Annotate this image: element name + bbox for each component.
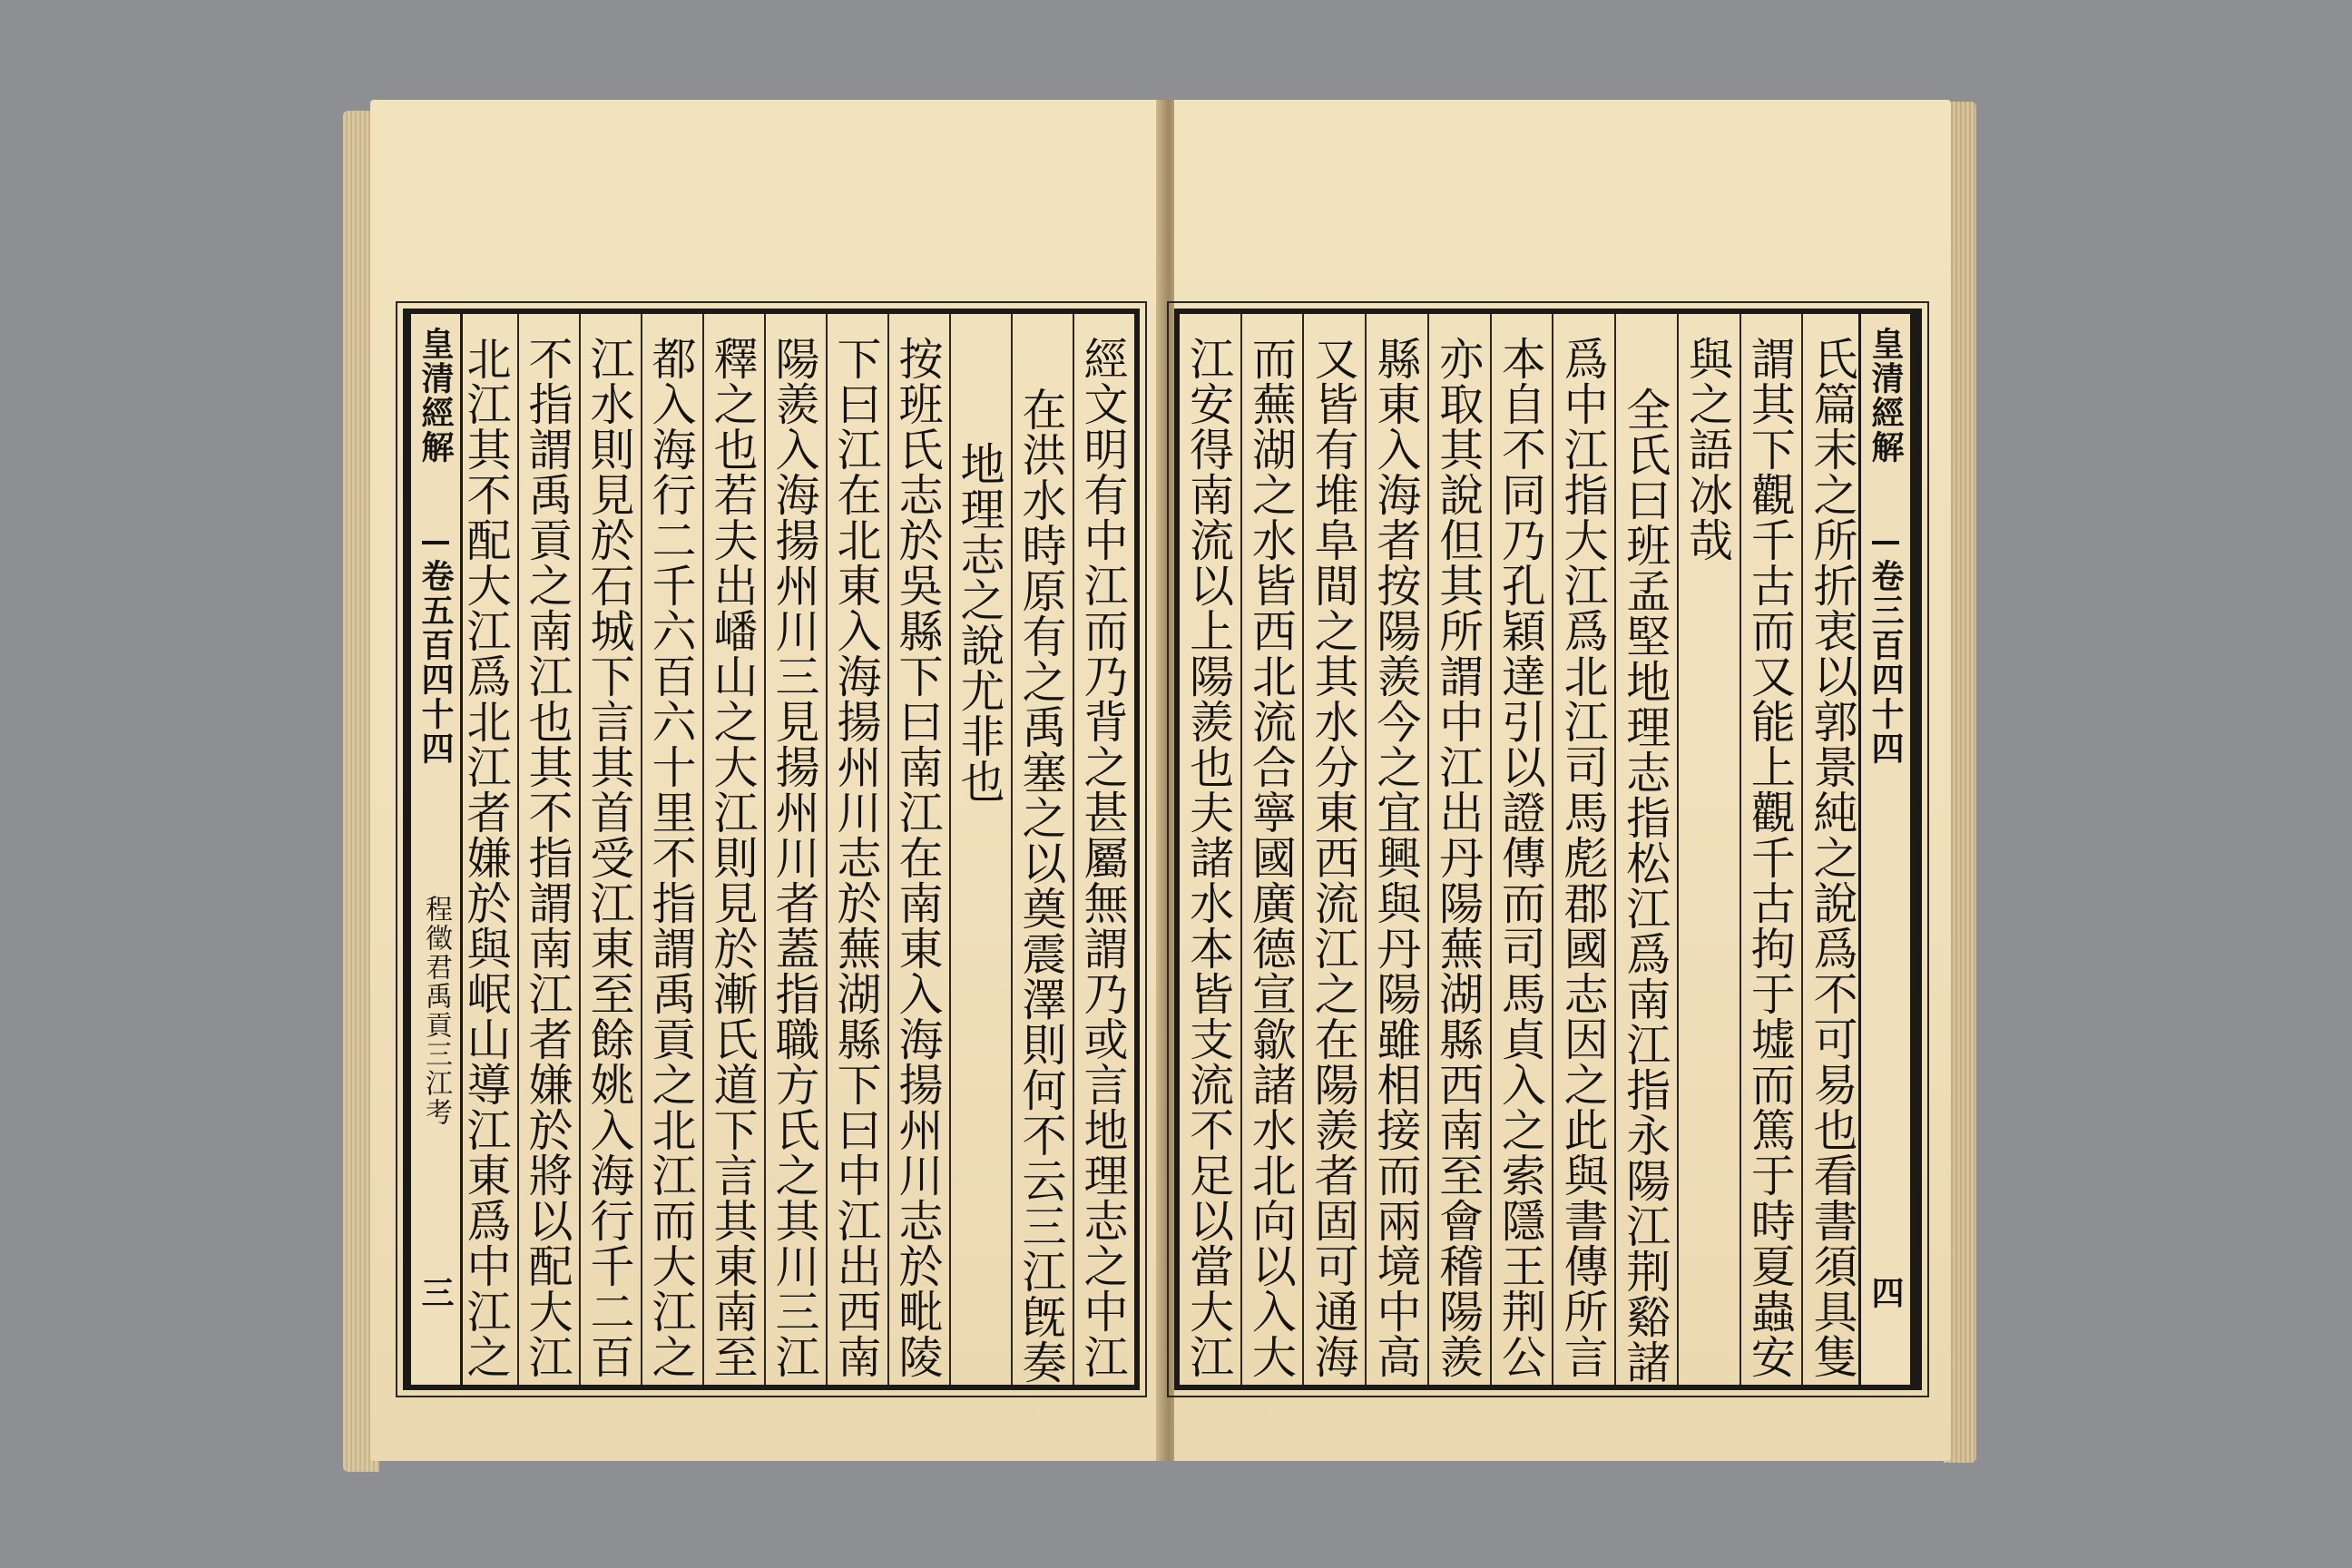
right-text-columns: [1180, 314, 1864, 1385]
right-print-frame: [1174, 309, 1922, 1390]
text-column: 江安得南流以上陽羨也夫諸水本皆支流不足以當大江: [1182, 336, 1235, 1379]
text-column: 下曰江在北東入海揚州川志於蕪湖縣下曰中江出西南: [826, 314, 887, 1385]
left-fold-author: 程徵君禹貢三江考: [420, 895, 452, 1127]
text-column: 與之語冰哉: [1677, 314, 1740, 1385]
left-fold-title: 皇清經解: [416, 327, 455, 465]
right-page-number: 四: [1867, 1276, 1905, 1310]
text-column: 陽羨入海揚州川三見揚州川者蓋指職方氏之其川三江: [764, 314, 826, 1385]
right-fold-volume: 卷三百四十四: [1867, 559, 1905, 766]
open-book: [343, 94, 1976, 1474]
text-column: 而蕪湖之水皆西北流合寧國廣德宣歙諸水北向以入大: [1240, 314, 1303, 1385]
text-column: 全氏曰班孟堅地理志指松江爲南江指永陽江荆谿諸: [1614, 314, 1677, 1385]
text-column: 不指謂禹貢之南江也其不指謂南江者嫌於將以配大江: [517, 314, 579, 1385]
text-column: 地理志之說尤非也: [949, 314, 1011, 1385]
text-column: 亦取其說但其所謂中江出丹陽蕪湖縣西南至會稽陽羨: [1427, 314, 1490, 1385]
text-column: 又皆有堆阜間之其水分東西流江之在陽羨者固可通海: [1302, 314, 1365, 1385]
right-fold-title: 皇清經解: [1867, 327, 1905, 465]
left-fold-volume: 卷五百四十四: [416, 559, 455, 766]
left-page: [370, 100, 1165, 1461]
text-column: 爲中江指大江爲北江司馬彪郡國志因之此與書傳所言: [1552, 314, 1614, 1385]
left-fold-margin: [408, 314, 463, 1385]
left-print-frame: [403, 309, 1140, 1390]
text-column: 縣東入海者按陽羨今之宜興與丹陽雖相接而兩境中高: [1365, 314, 1427, 1385]
text-column: 氏篇末之所折衷以郭景純之說爲不可易也看書須具隻: [1801, 314, 1864, 1385]
right-fold-margin: [1858, 314, 1913, 1385]
text-column: 都入海行二千六百六十里不指謂禹貢之北江而大江之: [641, 314, 702, 1385]
text-column: 按班氏志於吳縣下曰南江在南東入海揚州川志於毗陵: [887, 314, 949, 1385]
left-text-columns: [457, 314, 1134, 1385]
left-page-number: 三: [416, 1276, 455, 1310]
text-column: 本自不同乃孔穎達引以證傳而司馬貞入之索隱王荆公: [1490, 314, 1553, 1385]
text-column: 經文明有中江而乃背之甚屬無謂乃或言地理志之中江: [1073, 314, 1134, 1385]
text-column: 北江其不配大江爲北江者嫌於與岷山導江東爲中江之: [460, 336, 512, 1379]
fold-fishtail-mark: [1872, 541, 1899, 544]
fold-fishtail-mark: [422, 541, 449, 544]
text-column: 謂其下觀千古而又能上觀千古拘于墟而篤于時夏蟲安: [1740, 314, 1802, 1385]
text-column: 江水則見於石城下言其首受江東至餘姚入海行千二百: [579, 314, 641, 1385]
text-column: 在洪水時原有之禹塞之以奠震澤則何不云三江旣奏: [1011, 314, 1073, 1385]
text-column: 釋之也若夫出嶓山之大江則見於漸氏道下言其東南至: [702, 314, 764, 1385]
right-page: [1174, 100, 1951, 1461]
